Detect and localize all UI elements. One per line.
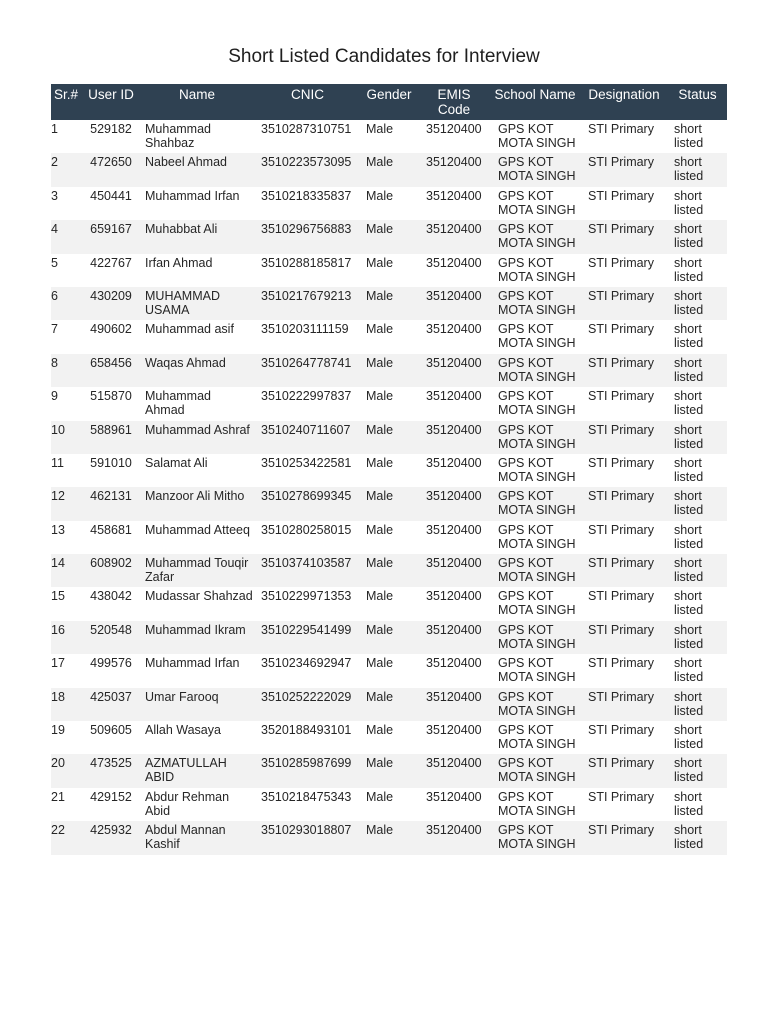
cell-school-name: GPS KOT MOTA SINGH [490, 387, 580, 420]
cell-cnic: 3510252222029 [255, 688, 360, 721]
table-header [51, 84, 727, 120]
header-school-name: School Name [490, 84, 580, 120]
cell-cnic: 3510217679213 [255, 287, 360, 320]
cell-designation: STI Primary [580, 387, 668, 420]
table-row [51, 421, 727, 454]
table-row [51, 587, 727, 620]
cell-status: short listed [668, 554, 727, 587]
cell-user-id: 588961 [83, 421, 139, 454]
cell-name: Muhammad Irfan [139, 187, 255, 220]
cell-gender: Male [360, 554, 418, 587]
cell-gender: Male [360, 821, 418, 854]
cell-sr: 21 [51, 788, 83, 821]
table-row [51, 688, 727, 721]
table-row [51, 454, 727, 487]
cell-status: short listed [668, 254, 727, 287]
table-row [51, 487, 727, 520]
table-row [51, 254, 727, 287]
cell-designation: STI Primary [580, 153, 668, 186]
cell-emis-code: 35120400 [418, 187, 490, 220]
cell-emis-code: 35120400 [418, 521, 490, 554]
cell-school-name: GPS KOT MOTA SINGH [490, 688, 580, 721]
header-gender: Gender [360, 84, 418, 120]
cell-status: short listed [668, 220, 727, 253]
cell-sr: 15 [51, 587, 83, 620]
cell-cnic: 3510285987699 [255, 754, 360, 787]
cell-cnic: 3510253422581 [255, 454, 360, 487]
cell-status: short listed [668, 387, 727, 420]
table-row [51, 120, 727, 153]
cell-cnic: 3510222997837 [255, 387, 360, 420]
cell-cnic: 3520188493101 [255, 721, 360, 754]
cell-name: Muhammad Irfan [139, 654, 255, 687]
cell-status: short listed [668, 654, 727, 687]
cell-status: short listed [668, 721, 727, 754]
cell-name: Abdur Rehman Abid [139, 788, 255, 821]
cell-name: Waqas Ahmad [139, 354, 255, 387]
cell-user-id: 659167 [83, 220, 139, 253]
cell-school-name: GPS KOT MOTA SINGH [490, 454, 580, 487]
cell-emis-code: 35120400 [418, 621, 490, 654]
cell-cnic: 3510234692947 [255, 654, 360, 687]
cell-emis-code: 35120400 [418, 387, 490, 420]
cell-cnic: 3510288185817 [255, 254, 360, 287]
cell-gender: Male [360, 254, 418, 287]
cell-designation: STI Primary [580, 554, 668, 587]
header-cnic: CNIC [255, 84, 360, 120]
cell-designation: STI Primary [580, 187, 668, 220]
cell-status: short listed [668, 287, 727, 320]
cell-school-name: GPS KOT MOTA SINGH [490, 554, 580, 587]
cell-cnic: 3510374103587 [255, 554, 360, 587]
cell-status: short listed [668, 153, 727, 186]
cell-sr: 7 [51, 320, 83, 353]
cell-designation: STI Primary [580, 621, 668, 654]
cell-cnic: 3510264778741 [255, 354, 360, 387]
cell-sr: 22 [51, 821, 83, 854]
cell-cnic: 3510278699345 [255, 487, 360, 520]
cell-user-id: 429152 [83, 788, 139, 821]
table-row [51, 521, 727, 554]
cell-user-id: 591010 [83, 454, 139, 487]
cell-school-name: GPS KOT MOTA SINGH [490, 521, 580, 554]
cell-sr: 11 [51, 454, 83, 487]
cell-gender: Male [360, 721, 418, 754]
cell-status: short listed [668, 788, 727, 821]
cell-user-id: 499576 [83, 654, 139, 687]
cell-designation: STI Primary [580, 287, 668, 320]
cell-sr: 14 [51, 554, 83, 587]
cell-user-id: 458681 [83, 521, 139, 554]
cell-school-name: GPS KOT MOTA SINGH [490, 621, 580, 654]
cell-sr: 13 [51, 521, 83, 554]
cell-sr: 5 [51, 254, 83, 287]
cell-gender: Male [360, 387, 418, 420]
cell-gender: Male [360, 320, 418, 353]
cell-cnic: 3510229541499 [255, 621, 360, 654]
cell-user-id: 422767 [83, 254, 139, 287]
cell-gender: Male [360, 654, 418, 687]
cell-designation: STI Primary [580, 320, 668, 353]
cell-gender: Male [360, 153, 418, 186]
cell-cnic: 3510218475343 [255, 788, 360, 821]
cell-name: Umar Farooq [139, 688, 255, 721]
header-sr: Sr.# [51, 84, 83, 120]
cell-gender: Male [360, 187, 418, 220]
cell-user-id: 515870 [83, 387, 139, 420]
table-row [51, 287, 727, 320]
cell-status: short listed [668, 187, 727, 220]
table-row [51, 654, 727, 687]
cell-emis-code: 35120400 [418, 220, 490, 253]
cell-status: short listed [668, 320, 727, 353]
cell-emis-code: 35120400 [418, 754, 490, 787]
cell-designation: STI Primary [580, 120, 668, 153]
cell-gender: Male [360, 487, 418, 520]
cell-school-name: GPS KOT MOTA SINGH [490, 721, 580, 754]
cell-cnic: 3510203111159 [255, 320, 360, 353]
cell-designation: STI Primary [580, 754, 668, 787]
header-name: Name [139, 84, 255, 120]
cell-name: Abdul Mannan Kashif [139, 821, 255, 854]
cell-emis-code: 35120400 [418, 788, 490, 821]
cell-school-name: GPS KOT MOTA SINGH [490, 654, 580, 687]
cell-cnic: 3510296756883 [255, 220, 360, 253]
cell-name: AZMATULLAH ABID [139, 754, 255, 787]
cell-gender: Male [360, 120, 418, 153]
table-row [51, 821, 727, 854]
cell-user-id: 472650 [83, 153, 139, 186]
cell-gender: Male [360, 754, 418, 787]
header-designation: Designation [580, 84, 668, 120]
cell-status: short listed [668, 688, 727, 721]
table-row [51, 354, 727, 387]
cell-emis-code: 35120400 [418, 487, 490, 520]
header-emis-code: EMIS Code [418, 84, 490, 120]
header-row [51, 84, 727, 120]
cell-school-name: GPS KOT MOTA SINGH [490, 220, 580, 253]
table-row [51, 621, 727, 654]
cell-gender: Male [360, 587, 418, 620]
cell-sr: 19 [51, 721, 83, 754]
cell-user-id: 608902 [83, 554, 139, 587]
cell-designation: STI Primary [580, 821, 668, 854]
cell-cnic: 3510293018807 [255, 821, 360, 854]
cell-sr: 3 [51, 187, 83, 220]
cell-user-id: 490602 [83, 320, 139, 353]
cell-gender: Male [360, 688, 418, 721]
cell-user-id: 529182 [83, 120, 139, 153]
table-row [51, 788, 727, 821]
cell-name: Allah Wasaya [139, 721, 255, 754]
cell-name: Muhammad Ikram [139, 621, 255, 654]
cell-status: short listed [668, 421, 727, 454]
cell-name: Salamat Ali [139, 454, 255, 487]
cell-status: short listed [668, 354, 727, 387]
cell-school-name: GPS KOT MOTA SINGH [490, 821, 580, 854]
cell-school-name: GPS KOT MOTA SINGH [490, 120, 580, 153]
cell-emis-code: 35120400 [418, 320, 490, 353]
cell-user-id: 425932 [83, 821, 139, 854]
cell-emis-code: 35120400 [418, 554, 490, 587]
table-row [51, 220, 727, 253]
cell-designation: STI Primary [580, 421, 668, 454]
cell-name: Muhammad asif [139, 320, 255, 353]
cell-status: short listed [668, 120, 727, 153]
cell-cnic: 3510287310751 [255, 120, 360, 153]
cell-designation: STI Primary [580, 688, 668, 721]
cell-school-name: GPS KOT MOTA SINGH [490, 487, 580, 520]
cell-designation: STI Primary [580, 587, 668, 620]
cell-gender: Male [360, 421, 418, 454]
cell-status: short listed [668, 521, 727, 554]
cell-name: Mudassar Shahzad [139, 587, 255, 620]
cell-designation: STI Primary [580, 521, 668, 554]
cell-sr: 12 [51, 487, 83, 520]
cell-emis-code: 35120400 [418, 654, 490, 687]
cell-gender: Male [360, 621, 418, 654]
cell-name: MUHAMMAD USAMA [139, 287, 255, 320]
cell-sr: 18 [51, 688, 83, 721]
table-row [51, 320, 727, 353]
cell-user-id: 438042 [83, 587, 139, 620]
cell-gender: Male [360, 454, 418, 487]
cell-name: Irfan Ahmad [139, 254, 255, 287]
cell-sr: 6 [51, 287, 83, 320]
cell-name: Muhammad Ahmad [139, 387, 255, 420]
table-row [51, 721, 727, 754]
table-row [51, 754, 727, 787]
cell-emis-code: 35120400 [418, 287, 490, 320]
cell-school-name: GPS KOT MOTA SINGH [490, 587, 580, 620]
cell-user-id: 430209 [83, 287, 139, 320]
table-row [51, 187, 727, 220]
header-status: Status [668, 84, 727, 120]
cell-sr: 17 [51, 654, 83, 687]
cell-designation: STI Primary [580, 788, 668, 821]
cell-emis-code: 35120400 [418, 721, 490, 754]
cell-designation: STI Primary [580, 487, 668, 520]
cell-school-name: GPS KOT MOTA SINGH [490, 421, 580, 454]
cell-school-name: GPS KOT MOTA SINGH [490, 153, 580, 186]
cell-emis-code: 35120400 [418, 587, 490, 620]
cell-name: Muhammad Atteeq [139, 521, 255, 554]
cell-sr: 10 [51, 421, 83, 454]
cell-sr: 16 [51, 621, 83, 654]
cell-status: short listed [668, 487, 727, 520]
table-row [51, 387, 727, 420]
cell-designation: STI Primary [580, 654, 668, 687]
cell-user-id: 520548 [83, 621, 139, 654]
cell-name: Nabeel Ahmad [139, 153, 255, 186]
cell-school-name: GPS KOT MOTA SINGH [490, 754, 580, 787]
cell-emis-code: 35120400 [418, 421, 490, 454]
cell-emis-code: 35120400 [418, 454, 490, 487]
cell-sr: 8 [51, 354, 83, 387]
cell-user-id: 425037 [83, 688, 139, 721]
cell-user-id: 450441 [83, 187, 139, 220]
cell-status: short listed [668, 754, 727, 787]
cell-emis-code: 35120400 [418, 688, 490, 721]
cell-name: Muhammad Touqir Zafar [139, 554, 255, 587]
cell-sr: 1 [51, 120, 83, 153]
cell-cnic: 3510223573095 [255, 153, 360, 186]
table-body [51, 120, 727, 855]
cell-status: short listed [668, 821, 727, 854]
cell-sr: 20 [51, 754, 83, 787]
cell-cnic: 3510280258015 [255, 521, 360, 554]
cell-user-id: 658456 [83, 354, 139, 387]
candidates-table [51, 84, 727, 855]
cell-name: Muhabbat Ali [139, 220, 255, 253]
cell-gender: Male [360, 521, 418, 554]
cell-name: Muhammad Ashraf [139, 421, 255, 454]
cell-emis-code: 35120400 [418, 153, 490, 186]
cell-designation: STI Primary [580, 721, 668, 754]
cell-designation: STI Primary [580, 220, 668, 253]
cell-gender: Male [360, 287, 418, 320]
cell-gender: Male [360, 788, 418, 821]
cell-emis-code: 35120400 [418, 120, 490, 153]
cell-gender: Male [360, 354, 418, 387]
cell-emis-code: 35120400 [418, 821, 490, 854]
cell-school-name: GPS KOT MOTA SINGH [490, 254, 580, 287]
cell-sr: 4 [51, 220, 83, 253]
cell-emis-code: 35120400 [418, 254, 490, 287]
cell-sr: 9 [51, 387, 83, 420]
cell-school-name: GPS KOT MOTA SINGH [490, 788, 580, 821]
cell-sr: 2 [51, 153, 83, 186]
cell-cnic: 3510218335837 [255, 187, 360, 220]
header-user-id: User ID [83, 84, 139, 120]
cell-name: Muhammad Shahbaz [139, 120, 255, 153]
cell-user-id: 473525 [83, 754, 139, 787]
cell-cnic: 3510240711607 [255, 421, 360, 454]
cell-school-name: GPS KOT MOTA SINGH [490, 287, 580, 320]
cell-user-id: 462131 [83, 487, 139, 520]
table-row [51, 554, 727, 587]
table-row [51, 153, 727, 186]
cell-designation: STI Primary [580, 354, 668, 387]
cell-emis-code: 35120400 [418, 354, 490, 387]
cell-name: Manzoor Ali Mitho [139, 487, 255, 520]
cell-cnic: 3510229971353 [255, 587, 360, 620]
cell-designation: STI Primary [580, 454, 668, 487]
cell-user-id: 509605 [83, 721, 139, 754]
cell-school-name: GPS KOT MOTA SINGH [490, 354, 580, 387]
cell-gender: Male [360, 220, 418, 253]
cell-school-name: GPS KOT MOTA SINGH [490, 187, 580, 220]
cell-status: short listed [668, 621, 727, 654]
cell-status: short listed [668, 587, 727, 620]
page-title: Short Listed Candidates for Interview [228, 46, 540, 67]
cell-designation: STI Primary [580, 254, 668, 287]
cell-status: short listed [668, 454, 727, 487]
cell-school-name: GPS KOT MOTA SINGH [490, 320, 580, 353]
